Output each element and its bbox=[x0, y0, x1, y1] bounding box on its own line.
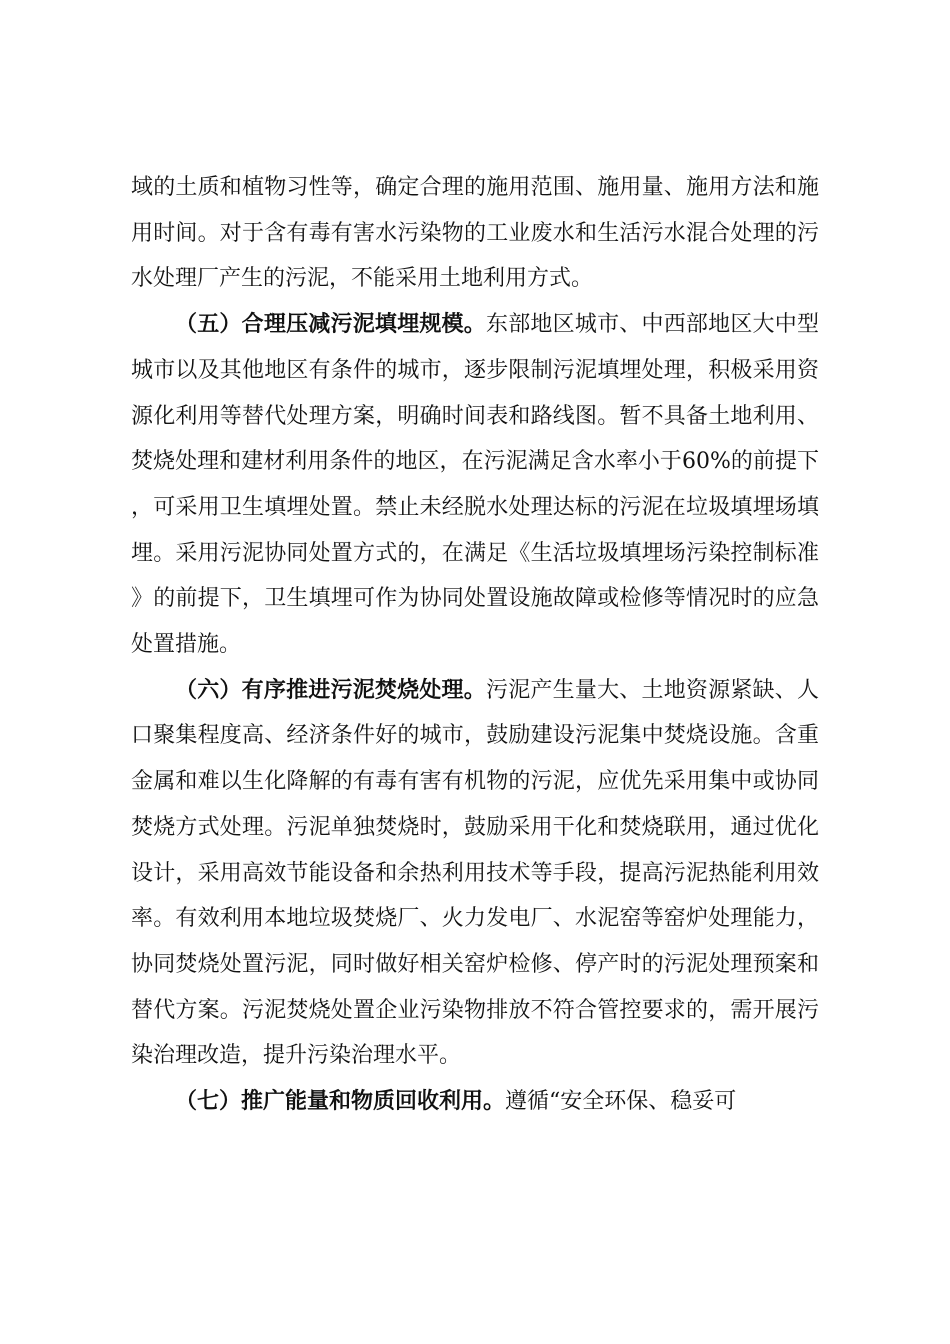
section-heading-6: （六）有序推进污泥焚烧处理。 bbox=[175, 676, 486, 703]
paragraph-section-6 bbox=[131, 668, 819, 1079]
paragraph-section-7 bbox=[131, 1079, 819, 1125]
paragraph-continuation bbox=[131, 165, 819, 302]
paragraph-section-5 bbox=[131, 302, 819, 668]
document-body bbox=[131, 165, 819, 1125]
paragraph-text: 域的土质和植物习性等，确定合理的施用范围、施用量、施用方法和施用时间。对于含有毒有害水污染物的工业废水和生活污水混合处理的污水处理厂产生的污泥，不能采用土地利用方式。 bbox=[131, 175, 819, 292]
paragraph-text: 遵循“安全环保、稳妥可 bbox=[505, 1089, 737, 1115]
section-heading-7: （七）推广能量和物质回收利用。 bbox=[175, 1088, 506, 1115]
paragraph-text: 污泥产生量大、土地资源紧缺、人口聚集程度高、经济条件好的城市，鼓励建设污泥集中焚烧设施。含重金属和难以生化降解的有毒有害有机物的污泥，应优先采用集中或协同焚烧方式处理。污泥单独焚烧时，鼓励采用干化和焚烧联用，通过优化设计，采用高效节能设备和余热利用技术等手段，提高污泥热能利用效率。有效利用本地垃圾焚烧厂、火力发电厂、水泥窑等窑炉处理能力，协同焚烧处置污泥，同时做好相关窑炉检修、停产时的污泥处理预案和替代方案。污泥焚烧处置企业污染物排放不符合管控要求的，需开展污染治理改造，提升污染治理水平。 bbox=[131, 677, 819, 1069]
paragraph-text: 东部地区城市、中西部地区大中型城市以及其他地区有条件的城市，逐步限制污泥填埋处理，积极采用资源化利用等替代处理方案，明确时间表和路线图。暂不具备土地利用、焚烧处理和建材利用条件的地区，在污泥满足含水率小于60%的前提下，可采用卫生填埋处置。禁止未经脱水处理达标的污泥在垃圾填埋场填埋。采用污泥协同处置方式的，在满足《生活垃圾填埋场污染控制标准》的前提下，卫生填埋可作为协同处置设施故障或检修等情况时的应急处置措施。 bbox=[131, 312, 819, 658]
section-heading-5: （五）合理压减污泥填埋规模。 bbox=[175, 311, 486, 338]
